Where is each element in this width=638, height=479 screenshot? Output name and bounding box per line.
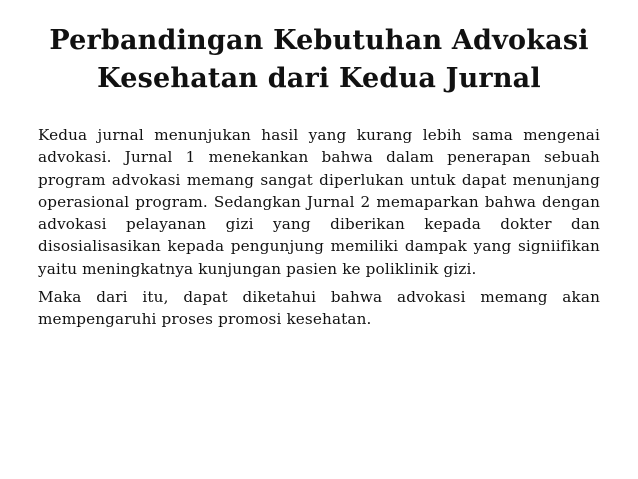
body-paragraph-1: Kedua jurnal menunjukan hasil yang kurang lebih sama mengenai advokasi. Jurnal 1 menekankan bahwa dalam penerapan sebuah program advokasi memang sangat diperlukan untuk dapat menunjang operasional program. Sedangkan Jurnal 2 memaparkan bahwa dengan advokasi pelayanan gizi yang diberikan kepada dokter dan disosialisasikan kepada pengunjung memiliki dampak yang signiifikan yaitu meningkatnya kunjungan pasien ke poliklinik gizi. [38, 126, 600, 278]
slide-title [0, 22, 638, 98]
slide-title-line-2: Kesehatan dari Kedua Jurnal [97, 63, 541, 94]
body-paragraph-2: Maka dari itu, dapat diketahui bahwa advokasi memang akan mempengaruhi proses promosi kesehatan. [38, 288, 600, 329]
slide-body [38, 124, 600, 331]
slide-title-line-1: Perbandingan Kebutuhan Advokasi [49, 25, 589, 56]
